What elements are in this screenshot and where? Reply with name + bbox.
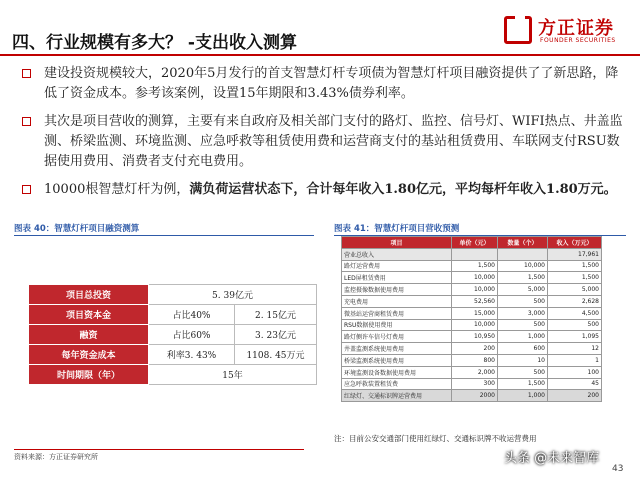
cell-value: 占比60% bbox=[149, 325, 235, 345]
source-note: 资料来源：方正证券研究所 bbox=[14, 453, 98, 461]
table-row bbox=[29, 365, 317, 385]
cell-income: 1,500 bbox=[548, 272, 602, 284]
table-row bbox=[342, 366, 602, 378]
table-row bbox=[342, 390, 602, 402]
column-header: 项目 bbox=[342, 237, 452, 249]
cell-value: 5. 39亿元 bbox=[149, 285, 317, 305]
cell-unit-price: 10,000 bbox=[452, 319, 498, 331]
page-title: 四、行业规模有多大？ -支出收入测算 bbox=[12, 33, 297, 53]
cell-unit-price: 800 bbox=[452, 354, 498, 366]
table-row bbox=[29, 325, 317, 345]
table-row bbox=[342, 378, 602, 390]
cell-income: 200 bbox=[548, 390, 602, 402]
cell-value: 15年 bbox=[149, 365, 317, 385]
table-note: 注：目前公安交通部门使用红绿灯、交通标识牌不收运营费用 bbox=[334, 434, 537, 443]
total-value: 17,961 bbox=[548, 248, 602, 260]
page-number: 43 bbox=[612, 464, 624, 474]
figure-41-label: 图表 41：智慧灯杆项目营收预测 bbox=[334, 224, 460, 234]
total-row bbox=[342, 248, 602, 260]
logo-text-cn: 方正证券 bbox=[538, 18, 614, 39]
column-header: 数量（个） bbox=[498, 237, 548, 249]
cell-unit-price: 2000 bbox=[452, 390, 498, 402]
bullet-square-icon bbox=[22, 117, 31, 126]
table-row bbox=[29, 305, 317, 325]
revenue-rows bbox=[342, 260, 602, 402]
table-row bbox=[342, 331, 602, 343]
cell-quantity: 3,000 bbox=[498, 307, 548, 319]
row-label: 项目总投资 bbox=[29, 285, 149, 305]
cell-unit-price: 10,000 bbox=[452, 272, 498, 284]
bullet-list bbox=[14, 64, 624, 208]
table-header-row bbox=[342, 237, 602, 249]
cell-quantity: 1,500 bbox=[498, 378, 548, 390]
cell-quantity: 10 bbox=[498, 354, 548, 366]
cell-quantity: 1,500 bbox=[498, 272, 548, 284]
table-row bbox=[342, 272, 602, 284]
cell-value: 2. 15亿元 bbox=[235, 305, 317, 325]
cell-row-name: RSU数据使用费用 bbox=[342, 319, 452, 331]
cell-value bbox=[452, 248, 498, 260]
cell-row-name: 红绿灯、交通标识牌运营费用 bbox=[342, 390, 452, 402]
cell-quantity: 10,000 bbox=[498, 260, 548, 272]
cell-row-name: 监控摄像数据使用费用 bbox=[342, 284, 452, 296]
cell-value: 利率3. 43% bbox=[149, 345, 235, 365]
cell-row-name: 路灯侧许车信号灯费用 bbox=[342, 331, 452, 343]
logo-mark-icon bbox=[504, 16, 532, 44]
revenue-table bbox=[341, 236, 602, 402]
row-label: 项目资本金 bbox=[29, 305, 149, 325]
bullet-text-bold: 满负荷运营状态下，合计每年收入1.80亿元，平均每杆年收入1.80万元。 bbox=[189, 182, 617, 197]
cell-row-name: 充电费用 bbox=[342, 295, 452, 307]
cell-value: 占比40% bbox=[149, 305, 235, 325]
cell-income: 100 bbox=[548, 366, 602, 378]
cell-unit-price: 10,950 bbox=[452, 331, 498, 343]
cell-unit-price: 1,500 bbox=[452, 260, 498, 272]
column-header: 收入（万元） bbox=[548, 237, 602, 249]
cell-income: 12 bbox=[548, 343, 602, 355]
table-row bbox=[29, 345, 317, 365]
logo-text-en: FOUNDER SECURITIES bbox=[540, 37, 616, 44]
row-label: 融资 bbox=[29, 325, 149, 345]
cell-value: 1108. 45万元 bbox=[235, 345, 317, 365]
cell-value bbox=[498, 248, 548, 260]
figure-40-rule bbox=[14, 235, 314, 236]
cell-income: 2,628 bbox=[548, 295, 602, 307]
table-row bbox=[342, 354, 602, 366]
cell-quantity: 500 bbox=[498, 366, 548, 378]
table-row bbox=[29, 285, 317, 305]
table-row bbox=[342, 307, 602, 319]
bullet-item bbox=[14, 64, 624, 104]
cell-row-name: 桥梁监测系统使用费用 bbox=[342, 354, 452, 366]
figure-40-label: 图表 40：智慧灯杆项目融资测算 bbox=[14, 224, 140, 234]
cell-income: 1,095 bbox=[548, 331, 602, 343]
cell-unit-price: 300 bbox=[452, 378, 498, 390]
cell-quantity: 500 bbox=[498, 319, 548, 331]
column-header: 单价（元） bbox=[452, 237, 498, 249]
cell-value: 3. 23亿元 bbox=[235, 325, 317, 345]
financing-table bbox=[28, 284, 317, 385]
cell-unit-price: 10,000 bbox=[452, 284, 498, 296]
cell-income: 500 bbox=[548, 319, 602, 331]
watermark: 头条 @未来智库 bbox=[504, 451, 600, 466]
cell-income: 1,500 bbox=[548, 260, 602, 272]
total-label: 营业总收入 bbox=[342, 248, 452, 260]
cell-row-name: 环境监测设备数据使用费用 bbox=[342, 366, 452, 378]
bullet-item bbox=[14, 112, 624, 172]
cell-quantity: 5,000 bbox=[498, 284, 548, 296]
cell-unit-price: 15,000 bbox=[452, 307, 498, 319]
table-row bbox=[342, 260, 602, 272]
cell-unit-price: 52,560 bbox=[452, 295, 498, 307]
cell-unit-price: 2,000 bbox=[452, 366, 498, 378]
table-row bbox=[342, 343, 602, 355]
cell-row-name: 应急呼救装置租赁费 bbox=[342, 378, 452, 390]
bullet-square-icon bbox=[22, 69, 31, 78]
cell-unit-price: 200 bbox=[452, 343, 498, 355]
cell-row-name: 路灯运营费用 bbox=[342, 260, 452, 272]
row-label: 每年资金成本 bbox=[29, 345, 149, 365]
bullet-text: 其次是项目营收的测算，主要有来自政府及相关部门支付的路灯、监控、信号灯、WIFI热点、井盖监测、桥梁监测、环境监测、应急呼救等租赁使用费和运营商支付的基站租赁费用、车联网支付RSU数据使用费用、消费者支付充电费用。 bbox=[44, 114, 623, 169]
cell-row-name: LED屏租赁费用 bbox=[342, 272, 452, 284]
table-row bbox=[342, 295, 602, 307]
cell-row-name: 井盖监测系统使用费用 bbox=[342, 343, 452, 355]
bullet-text-plain: 10000根智慧灯杆为例， bbox=[44, 182, 190, 197]
cell-quantity: 500 bbox=[498, 295, 548, 307]
footer-divider bbox=[14, 449, 304, 450]
bullet-square-icon bbox=[22, 185, 31, 194]
cell-income: 1 bbox=[548, 354, 602, 366]
cell-income: 4,500 bbox=[548, 307, 602, 319]
cell-quantity: 600 bbox=[498, 343, 548, 355]
bullet-item bbox=[14, 180, 624, 200]
cell-income: 5,000 bbox=[548, 284, 602, 296]
cell-row-name: 微基站运营商租赁费用 bbox=[342, 307, 452, 319]
table-row bbox=[342, 284, 602, 296]
bullet-text: 建设投资规模较大，2020年5月发行的首支智慧灯杆专项债为智慧灯杆项目融资提供了了新思路，降低了资金成本。参考该案例，设置15年期限和3.43%债券利率。 bbox=[44, 66, 619, 101]
founder-logo bbox=[486, 12, 636, 50]
cell-quantity: 1,000 bbox=[498, 390, 548, 402]
cell-quantity: 1,000 bbox=[498, 331, 548, 343]
table-row bbox=[342, 319, 602, 331]
row-label: 时间期限（年） bbox=[29, 365, 149, 385]
title-bar bbox=[0, 0, 640, 62]
title-divider bbox=[0, 54, 640, 56]
cell-income: 45 bbox=[548, 378, 602, 390]
